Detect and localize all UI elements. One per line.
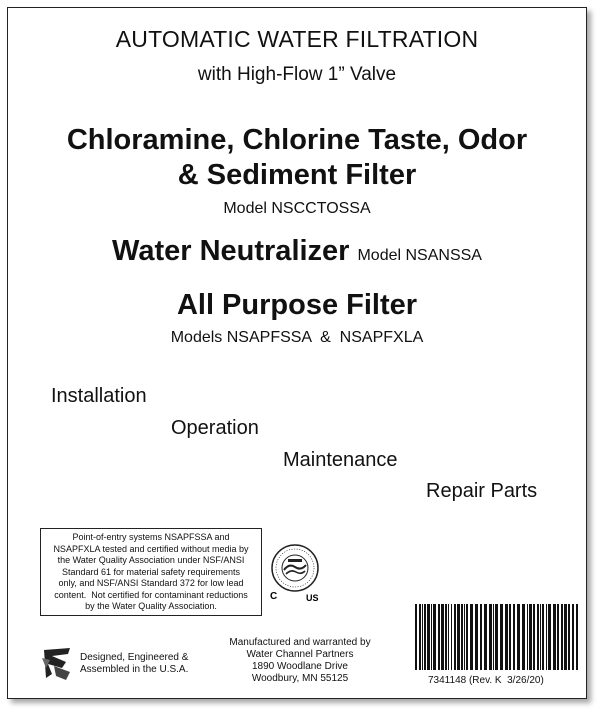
- product-neutralizer-row: [8, 235, 586, 268]
- barcode-bar: [527, 604, 528, 670]
- cert-line: NSAPFXLA tested and certified without media by: [53, 543, 249, 554]
- barcode-bar: [441, 604, 444, 670]
- barcode-bar: [557, 604, 559, 670]
- barcode-bar: [533, 604, 535, 670]
- barcode-bar: [495, 604, 498, 670]
- barcode-bar: [517, 604, 520, 670]
- barcode-bar: [448, 604, 449, 670]
- barcode-bar: [484, 604, 487, 670]
- certification-notice: [40, 528, 262, 616]
- barcode-bar: [431, 604, 432, 670]
- assembled-in-usa: [80, 652, 188, 676]
- cert-line: by the Water Quality Association.: [85, 601, 217, 611]
- mfr-line: Manufactured and warranted by: [229, 637, 371, 648]
- section-maintenance: Maintenance: [283, 449, 398, 471]
- barcode-bar: [489, 604, 492, 670]
- barcode-bar: [513, 604, 515, 670]
- barcode-bar: [470, 604, 473, 670]
- barcode-bar: [419, 604, 421, 670]
- barcode-bar: [561, 604, 563, 670]
- barcode-bar: [438, 604, 440, 670]
- barcode-bar: [537, 604, 539, 670]
- barcode-bar: [529, 604, 532, 670]
- barcode-bar: [480, 604, 482, 670]
- section-repair-parts: Repair Parts: [426, 480, 538, 502]
- product-chloramine-title-line1: Chloramine, Chlorine Taste, Odor: [66, 124, 528, 156]
- barcode-bar: [427, 604, 430, 670]
- manufacturer-info: [220, 637, 380, 685]
- barcode-bar: [457, 604, 460, 670]
- product-allpurpose-title: All Purpose Filter: [176, 289, 418, 321]
- mfr-line: 1890 Woodlane Drive: [252, 661, 348, 672]
- barcode-bar: [445, 604, 447, 670]
- barcode-bar: [576, 604, 578, 670]
- barcode-bar: [500, 604, 503, 670]
- barcode-bar: [461, 604, 463, 670]
- cert-line: Point-of-entry systems NSAPFSSA and: [72, 532, 230, 542]
- barcode-bar: [475, 604, 478, 670]
- cert-line: only, and NSF/ANSI Standard 372 for low lead: [58, 578, 244, 588]
- document-page: [7, 7, 587, 699]
- cert-line: the Water Quality Association under NSF/ANSI: [57, 555, 245, 565]
- barcode-bar: [509, 604, 511, 670]
- barcode-bar: [564, 604, 567, 670]
- barcode-bar: [572, 604, 574, 670]
- seal-left-mark: C: [270, 591, 278, 602]
- product-allpurpose-models: Models NSAPFSSA & NSAPFXLA: [170, 329, 424, 346]
- document-subtitle: with High-Flow 1” Valve: [197, 64, 397, 85]
- section-installation: Installation: [51, 385, 147, 407]
- barcode-bar: [542, 604, 544, 670]
- barcode-bar: [422, 604, 423, 670]
- barcode-bar: [415, 604, 417, 670]
- mfr-line: Woodbury, MN 55125: [251, 673, 349, 684]
- barcode-bar: [454, 604, 456, 670]
- document-title: AUTOMATIC WATER FILTRATION: [115, 26, 479, 52]
- barcode-bar: [548, 604, 551, 670]
- product-chloramine-model: Model NSCCTOSSA: [223, 200, 371, 217]
- product-neutralizer-model: Model NSANSSA: [357, 247, 482, 264]
- assembled-line: Assembled in the U.S.A.: [80, 664, 189, 675]
- barcode-bar: [466, 604, 468, 670]
- cert-line: Standard 61 for material safety requirements: [61, 566, 241, 577]
- barcode-bar: [522, 604, 525, 670]
- barcode-bar: [464, 604, 465, 670]
- part-number: 7341148 (Rev. K 3/26/20): [428, 675, 544, 686]
- barcode-bar: [540, 604, 541, 670]
- barcode: [413, 604, 583, 670]
- barcode-bar: [493, 604, 494, 670]
- wqa-gold-seal-icon: [266, 543, 324, 605]
- mfr-line: Water Channel Partners: [246, 649, 354, 660]
- seal-right-mark: US: [306, 593, 319, 603]
- product-neutralizer-title: Water Neutralizer: [112, 235, 350, 267]
- section-operation: Operation: [171, 417, 259, 439]
- product-chloramine-title-line2: & Sediment Filter: [177, 159, 417, 191]
- barcode-bar: [568, 604, 570, 670]
- usa-made-logo-icon: [40, 644, 76, 684]
- barcode-bar: [546, 604, 547, 670]
- barcode-bar: [505, 604, 508, 670]
- barcode-bar: [553, 604, 556, 670]
- barcode-bar: [451, 604, 452, 670]
- barcode-bar: [424, 604, 426, 670]
- assembled-line: Designed, Engineered &: [80, 652, 189, 663]
- barcode-bar: [433, 604, 436, 670]
- cert-line: content. Not certified for contaminant reductions: [54, 589, 248, 600]
